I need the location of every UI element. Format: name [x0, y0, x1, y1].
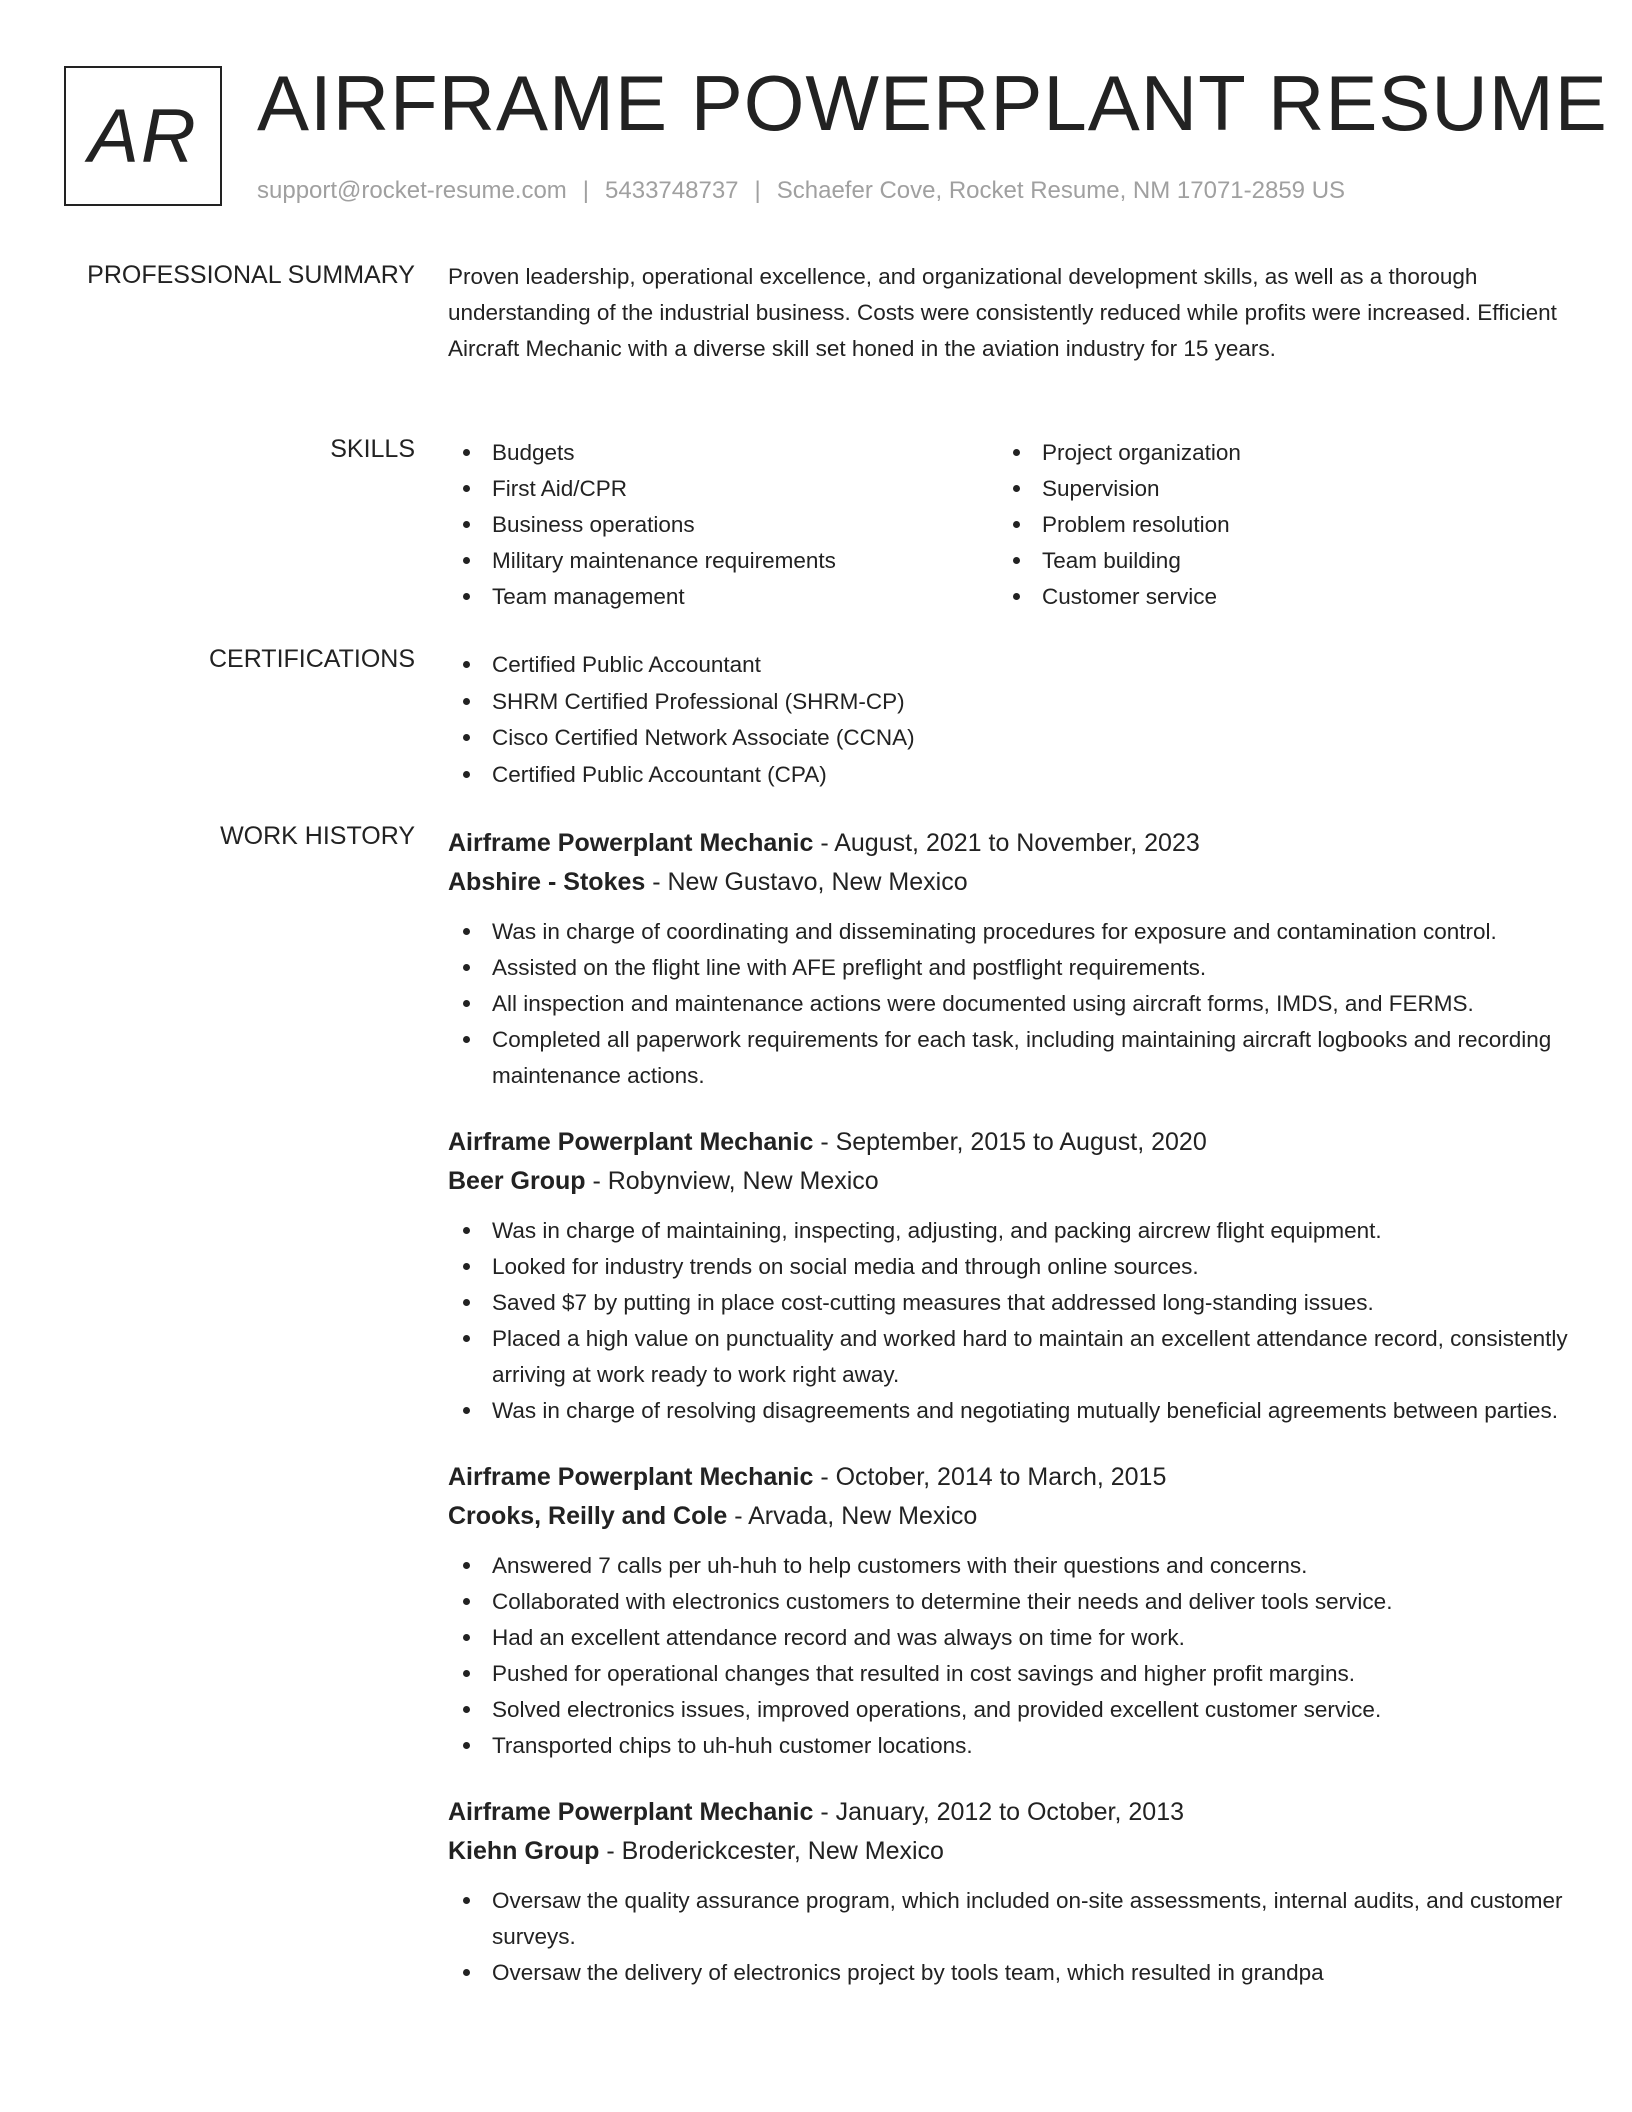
certification-item: Certified Public Accountant — [448, 647, 1563, 684]
job-company: Abshire - Stokes — [448, 868, 646, 896]
contact-address: Schaefer Cove, Rocket Resume, NM 17071-2859 US — [776, 177, 1346, 204]
job-title: Airframe Powerplant Mechanic — [448, 829, 814, 857]
job-bullet: Solved electronics issues, improved operations, and provided excellent customer service. — [448, 1692, 1568, 1728]
certification-item: Certified Public Accountant (CPA) — [448, 757, 1563, 794]
job-title-line — [448, 824, 1568, 863]
job-bullet: Oversaw the delivery of electronics project by tools team, which resulted in grandpa — [448, 1955, 1568, 1991]
job-company: Beer Group — [448, 1167, 586, 1195]
job-bullet: Was in charge of maintaining, inspecting, adjusting, and packing aircrew flight equipment. — [448, 1213, 1568, 1249]
job-bullet-list — [448, 1548, 1568, 1764]
contact-separator: | — [754, 177, 761, 204]
job-bullet: Assisted on the flight line with AFE preflight and postflight requirements. — [448, 950, 1568, 986]
job-company-line — [448, 1162, 1568, 1201]
job-title-line — [448, 1793, 1568, 1832]
job-bullet: Oversaw the quality assurance program, which included on-site assessments, internal audits, and customer surveys. — [448, 1883, 1568, 1955]
skill-item: Project organization — [998, 435, 1558, 471]
job-location: - New Gustavo, New Mexico — [645, 868, 968, 896]
contact-phone: 5433748737 — [605, 177, 739, 204]
contact-info — [257, 174, 1345, 208]
skill-item: Customer service — [998, 579, 1558, 615]
skills-list-right — [998, 435, 1558, 615]
job-bullet: Answered 7 calls per uh-huh to help customers with their questions and concerns. — [448, 1548, 1568, 1584]
job-dates: - August, 2021 to November, 2023 — [813, 829, 1200, 857]
certification-item: Cisco Certified Network Associate (CCNA) — [448, 720, 1563, 757]
job-entry — [448, 1793, 1568, 1991]
job-company-line — [448, 1497, 1568, 1536]
job-dates: - September, 2015 to August, 2020 — [813, 1128, 1207, 1156]
section-label-summary: PROFESSIONAL SUMMARY — [87, 261, 415, 289]
skill-item: Team building — [998, 543, 1558, 579]
job-bullet: Was in charge of coordinating and disseminating procedures for exposure and contamination control. — [448, 914, 1568, 950]
contact-email: support@rocket-resume.com — [257, 177, 567, 204]
skill-item: Budgets — [448, 435, 988, 471]
job-bullet: Saved $7 by putting in place cost-cutting measures that addressed long-standing issues. — [448, 1285, 1568, 1321]
job-dates: - October, 2014 to March, 2015 — [813, 1463, 1167, 1491]
job-entry — [448, 824, 1568, 1094]
job-company-line — [448, 1832, 1568, 1871]
skill-item: Team management — [448, 579, 988, 615]
job-bullet: Transported chips to uh-huh customer locations. — [448, 1728, 1568, 1764]
job-title: Airframe Powerplant Mechanic — [448, 1463, 814, 1491]
job-entry — [448, 1123, 1568, 1429]
job-company-line — [448, 863, 1568, 902]
job-bullet: Looked for industry trends on social media and through online sources. — [448, 1249, 1568, 1285]
job-bullet: Placed a high value on punctuality and worked hard to maintain an excellent attendance record, consistently arriving at work ready to work right away. — [448, 1321, 1568, 1393]
job-title: Airframe Powerplant Mechanic — [448, 1798, 814, 1826]
job-bullet-list — [448, 1213, 1568, 1429]
job-title-line — [448, 1458, 1568, 1497]
job-dates: - January, 2012 to October, 2013 — [813, 1798, 1184, 1826]
job-location: - Broderickcester, New Mexico — [599, 1837, 944, 1865]
job-company: Kiehn Group — [448, 1837, 600, 1865]
job-title: Airframe Powerplant Mechanic — [448, 1128, 814, 1156]
job-bullet: Completed all paperwork requirements for each task, including maintaining aircraft logbooks and recording maintenance actions. — [448, 1022, 1568, 1094]
job-title-line — [448, 1123, 1568, 1162]
job-bullet: Was in charge of resolving disagreements and negotiating mutually beneficial agreements between parties. — [448, 1393, 1568, 1429]
job-bullet-list — [448, 1883, 1568, 1991]
job-company: Crooks, Reilly and Cole — [448, 1502, 728, 1530]
section-label-skills: SKILLS — [330, 435, 415, 463]
section-label-work-history: WORK HISTORY — [220, 822, 415, 850]
job-bullet-list — [448, 914, 1568, 1094]
section-label-certifications: CERTIFICATIONS — [208, 645, 415, 673]
summary-text: Proven leadership, operational excellence, and organizational development skills, as well as a thorough understanding of the industrial business. Costs were consistently reduced while profits were increased. Efficient Aircraft Mechanic with a diverse skill set honed in the aviation industry for 15 years. — [448, 264, 1557, 361]
resume-title: AIRFRAME POWERPLANT RESUME — [257, 59, 1608, 147]
skill-item: Problem resolution — [998, 507, 1558, 543]
job-bullet: Collaborated with electronics customers to determine their needs and deliver tools service. — [448, 1584, 1568, 1620]
skill-item: Business operations — [448, 507, 988, 543]
job-bullet: Had an excellent attendance record and was always on time for work. — [448, 1620, 1568, 1656]
skill-item: Military maintenance requirements — [448, 543, 988, 579]
contact-separator: | — [582, 177, 590, 204]
job-bullet: All inspection and maintenance actions were documented using aircraft forms, IMDS, and FERMS. — [448, 986, 1568, 1022]
job-entry — [448, 1458, 1568, 1764]
skills-list-left — [448, 435, 988, 615]
job-location: - Robynview, New Mexico — [585, 1167, 879, 1195]
skill-item: First Aid/CPR — [448, 471, 988, 507]
monogram-logo: AR — [64, 66, 222, 206]
work-history-list — [448, 824, 1568, 2020]
job-location: - Arvada, New Mexico — [727, 1502, 978, 1530]
certification-item: SHRM Certified Professional (SHRM-CP) — [448, 684, 1563, 721]
skill-item: Supervision — [998, 471, 1558, 507]
certifications-list — [448, 647, 1563, 793]
job-bullet: Pushed for operational changes that resulted in cost savings and higher profit margins. — [448, 1656, 1568, 1692]
